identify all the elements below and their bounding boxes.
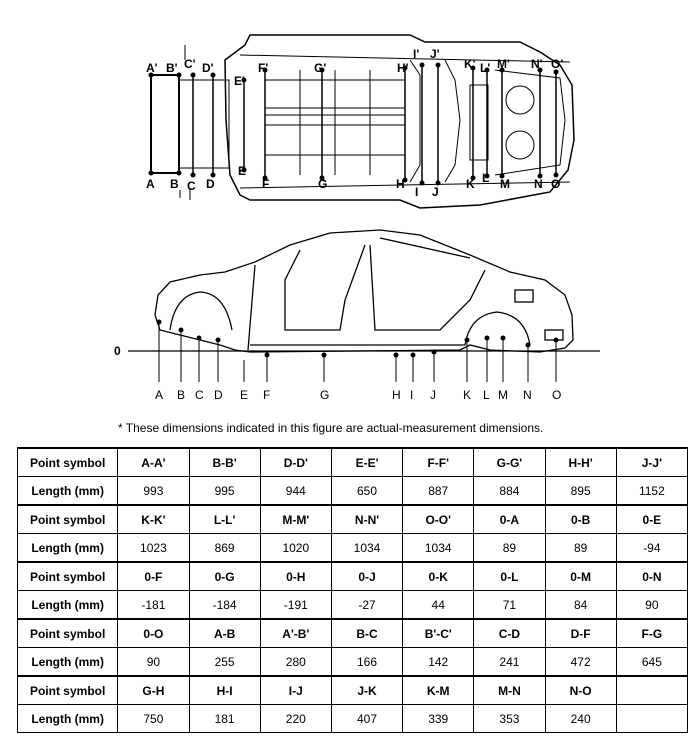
length-cell: 869 <box>189 534 260 563</box>
length-cell: 84 <box>545 591 616 620</box>
length-cell: -184 <box>189 591 260 620</box>
point-symbol-cell: 0-B <box>545 505 616 534</box>
length-row <box>18 705 688 733</box>
point-symbol-cell: H-H' <box>545 448 616 477</box>
point-symbol-cell: I-J <box>260 676 331 705</box>
marker-bottom-h: H <box>396 177 405 191</box>
point-symbol-cell: 0-M <box>545 562 616 591</box>
length-cell: 240 <box>545 705 616 733</box>
point-symbol-cell <box>616 676 687 705</box>
point-symbol-label: Point symbol <box>18 448 118 477</box>
point-symbol-cell: 0-F <box>118 562 189 591</box>
length-cell: 339 <box>403 705 474 733</box>
measure-point <box>420 181 425 186</box>
marker-side-j: J <box>430 388 436 402</box>
length-cell: 1023 <box>118 534 189 563</box>
marker-side-f: F <box>263 388 271 402</box>
point-symbol-cell: B-C <box>331 619 402 648</box>
marker-side-a: A <box>155 388 164 402</box>
length-cell: -94 <box>616 534 687 563</box>
length-cell: 220 <box>260 705 331 733</box>
point-symbol-cell: 0-J <box>331 562 402 591</box>
length-cell: 407 <box>331 705 402 733</box>
marker-side-b: B <box>177 388 186 402</box>
length-cell: 887 <box>403 477 474 506</box>
marker-bottom-f: F <box>262 177 270 191</box>
length-cell: 995 <box>189 477 260 506</box>
measure-point <box>420 63 425 68</box>
point-symbol-label: Point symbol <box>18 676 118 705</box>
length-cell: 1152 <box>616 477 687 506</box>
length-row <box>18 477 688 506</box>
length-label: Length (mm) <box>18 705 118 733</box>
marker-side-m: M <box>498 388 508 402</box>
length-cell: -181 <box>118 591 189 620</box>
point-symbol-label: Point symbol <box>18 505 118 534</box>
length-cell: 645 <box>616 648 687 677</box>
point-symbol-cell: 0-G <box>189 562 260 591</box>
marker-top-c: C' <box>184 57 196 71</box>
top-markers <box>146 47 563 88</box>
marker-bottom-c: C <box>187 179 196 193</box>
measure-point <box>436 63 441 68</box>
marker-top-i: I' <box>413 47 420 61</box>
length-cell: 750 <box>118 705 189 733</box>
length-cell: 1034 <box>331 534 402 563</box>
marker-bottom-g: G <box>318 177 328 191</box>
point-symbol-cell: G-H <box>118 676 189 705</box>
marker-top-h: H' <box>397 61 409 75</box>
length-cell: 884 <box>474 477 545 506</box>
length-row <box>18 534 688 563</box>
point-symbol-cell: 0-A <box>474 505 545 534</box>
point-symbol-row <box>18 562 688 591</box>
point-symbol-cell: 0-E <box>616 505 687 534</box>
point-symbol-cell: D-D' <box>260 448 331 477</box>
marker-side-h: H <box>392 388 401 402</box>
point-symbol-cell: G-G' <box>474 448 545 477</box>
marker-bottom-l: L <box>482 171 490 185</box>
length-cell: 993 <box>118 477 189 506</box>
marker-bottom-i: I <box>415 185 419 199</box>
bottom-markers <box>146 164 560 199</box>
point-symbol-cell: A-B <box>189 619 260 648</box>
point-symbol-cell: 0-L <box>474 562 545 591</box>
marker-top-f: F' <box>258 61 269 75</box>
point-symbol-cell: M-N <box>474 676 545 705</box>
measure-point <box>191 173 196 178</box>
marker-bottom-j: J <box>432 185 439 199</box>
measure-point <box>177 171 182 176</box>
marker-top-a: A' <box>146 61 158 75</box>
length-cell: 142 <box>403 648 474 677</box>
marker-top-k: K' <box>464 57 476 71</box>
marker-top-d: D' <box>202 61 214 75</box>
length-cell: 895 <box>545 477 616 506</box>
length-cell: 44 <box>403 591 474 620</box>
length-cell: 89 <box>545 534 616 563</box>
marker-bottom-o: O <box>551 177 561 191</box>
side-markers <box>155 388 561 402</box>
point-symbol-cell: L-L' <box>189 505 260 534</box>
point-symbol-cell: 0-H <box>260 562 331 591</box>
measure-point <box>191 73 196 78</box>
marker-bottom-k: K <box>466 177 475 191</box>
side-view-measure-lines <box>159 322 556 382</box>
length-label: Length (mm) <box>18 591 118 620</box>
marker-bottom-m: M <box>500 177 510 191</box>
length-cell: -27 <box>331 591 402 620</box>
length-cell: 241 <box>474 648 545 677</box>
dimension-table <box>17 447 688 733</box>
point-symbol-row <box>18 505 688 534</box>
marker-bottom-b: B <box>170 177 179 191</box>
marker-bottom-n: N <box>534 177 543 191</box>
point-symbol-cell: N-N' <box>331 505 402 534</box>
point-symbol-row <box>18 448 688 477</box>
point-symbol-cell: A-A' <box>118 448 189 477</box>
marker-side-c: C <box>195 388 204 402</box>
marker-top-e: E' <box>234 74 245 88</box>
marker-top-l: L' <box>480 61 491 75</box>
length-cell: 280 <box>260 648 331 677</box>
length-cell: 1034 <box>403 534 474 563</box>
point-symbol-cell: M-M' <box>260 505 331 534</box>
marker-top-g: G' <box>314 61 327 75</box>
point-symbol-cell: B'-C' <box>403 619 474 648</box>
point-symbol-cell: N-O <box>545 676 616 705</box>
length-row <box>18 648 688 677</box>
marker-side-i: I <box>410 388 414 402</box>
point-symbol-cell: K-K' <box>118 505 189 534</box>
marker-top-j: J' <box>430 47 440 61</box>
length-cell: 166 <box>331 648 402 677</box>
length-cell: 353 <box>474 705 545 733</box>
length-cell: 1020 <box>260 534 331 563</box>
marker-side-n: N <box>523 388 532 402</box>
point-symbol-label: Point symbol <box>18 619 118 648</box>
point-symbol-cell: 0-O <box>118 619 189 648</box>
point-symbol-cell: K-M <box>403 676 474 705</box>
datum-zero-label: 0 <box>114 344 121 358</box>
point-symbol-cell: J-J' <box>616 448 687 477</box>
top-view-measure-lines <box>151 65 556 183</box>
marker-side-k: K <box>463 388 472 402</box>
point-symbol-row <box>18 619 688 648</box>
side-view-measure-points <box>157 320 559 358</box>
length-cell: 90 <box>616 591 687 620</box>
measurement-note: * These dimensions indicated in this figure are actual-measurement dimensions. <box>118 421 544 435</box>
top-view-measure-points <box>149 63 559 186</box>
point-symbol-cell: E-E' <box>331 448 402 477</box>
length-cell: 255 <box>189 648 260 677</box>
point-symbol-cell: H-I <box>189 676 260 705</box>
marker-side-l: L <box>483 388 490 402</box>
point-symbol-cell: F-F' <box>403 448 474 477</box>
marker-top-o: O' <box>551 57 564 71</box>
point-symbol-cell: 0-N <box>616 562 687 591</box>
length-cell: 472 <box>545 648 616 677</box>
side-view-body <box>155 230 573 352</box>
length-row <box>18 591 688 620</box>
marker-top-n: N' <box>531 57 543 71</box>
length-label: Length (mm) <box>18 534 118 563</box>
point-symbol-cell: C-D <box>474 619 545 648</box>
marker-bottom-e: E <box>238 164 247 178</box>
point-symbol-cell: O-O' <box>403 505 474 534</box>
marker-top-m: M' <box>497 57 510 71</box>
marker-top-b: B' <box>166 61 178 75</box>
length-cell: 90 <box>118 648 189 677</box>
point-symbol-cell: J-K <box>331 676 402 705</box>
point-symbol-cell: D-F <box>545 619 616 648</box>
length-cell: 181 <box>189 705 260 733</box>
point-symbol-cell: B-B' <box>189 448 260 477</box>
length-cell: 650 <box>331 477 402 506</box>
marker-side-d: D <box>214 388 223 402</box>
marker-side-o: O <box>552 388 562 402</box>
length-cell: 89 <box>474 534 545 563</box>
length-cell <box>616 705 687 733</box>
length-cell: -191 <box>260 591 331 620</box>
length-cell: 71 <box>474 591 545 620</box>
point-symbol-cell: A'-B' <box>260 619 331 648</box>
point-symbol-cell: F-G <box>616 619 687 648</box>
length-cell: 944 <box>260 477 331 506</box>
measure-point <box>149 171 154 176</box>
marker-bottom-a: A <box>146 177 155 191</box>
marker-side-e: E <box>240 388 249 402</box>
point-symbol-row <box>18 676 688 705</box>
marker-bottom-d: D <box>206 177 215 191</box>
point-symbol-label: Point symbol <box>18 562 118 591</box>
length-label: Length (mm) <box>18 477 118 506</box>
point-symbol-cell: 0-K <box>403 562 474 591</box>
marker-side-g: G <box>320 388 330 402</box>
length-label: Length (mm) <box>18 648 118 677</box>
